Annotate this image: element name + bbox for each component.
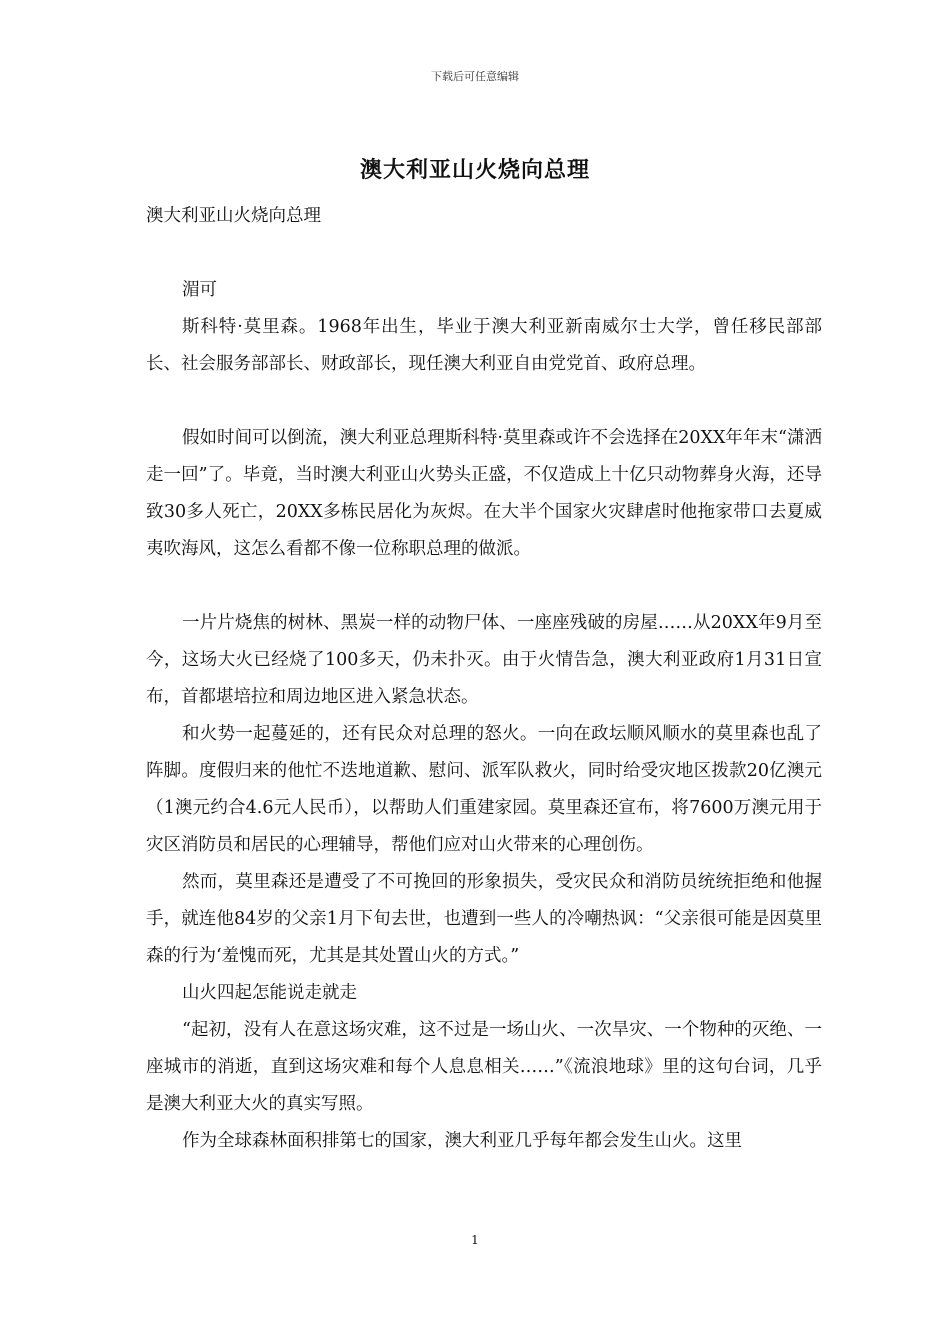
paragraph: 和火势一起蔓延的，还有民众对总理的怒火。一向在政坛顺风顺水的莫里森也乱了阵脚。度假归来的他忙不迭地道歉、慰问、派军队救火，同时给受灾地区拨款20亿澳元（1澳元约合4.6元人民币），以帮助人们重建家园。莫里森还宣布，将7600万澳元用于灾区消防员和居民的心理辅导，帮他们应对山火带来的心理创伤。 xyxy=(146,724,822,855)
paragraph: 斯科特·莫里森。1968年出生，毕业于澳大利亚新南威尔士大学，曾任移民部部长、社会服务部部长、财政部长，现任澳大利亚自由党党首、政府总理。 xyxy=(146,317,822,374)
document-title: 澳大利亚山火烧向总理 xyxy=(359,157,590,183)
paragraph: 作为全球森林面积排第七的国家，澳大利亚几乎每年都会发生山火。这里 xyxy=(182,1131,742,1151)
paragraph: 然而，莫里森还是遭受了不可挽回的形象损失，受灾民众和消防员统统拒绝和他握手，就连他84岁的父亲1月下旬去世，也遭到一些人的冷嘲热讽：“父亲很可能是因莫里森的行为‘羞愧而死，尤其是其处置山火的方式。” xyxy=(146,872,822,966)
section-heading: 山火四起怎能说走就走 xyxy=(182,983,357,1003)
document-subtitle: 澳大利亚山火烧向总理 xyxy=(146,206,321,226)
page-number: 1 xyxy=(471,1233,479,1247)
paragraph: 假如时间可以倒流，澳大利亚总理斯科特·莫里森或许不会选择在20XX年年末“潇洒走一回”了。毕竟，当时澳大利亚山火势头正盛，不仅造成上十亿只动物葬身火海，还导致30多人死亡，20XX多栋民居化为灰烬。在大半个国家火灾肆虐时他拖家带口去夏威夷吹海风，这怎么看都不像一位称职总理的做派。 xyxy=(146,428,822,559)
paragraph: 一片片烧焦的树林、黑炭一样的动物尸体、一座座残破的房屋……从20XX年9月至今，这场大火已经烧了100多天，仍未扑灭。由于火情告急，澳大利亚政府1月31日宣布，首都堪培拉和周边地区进入紧急状态。 xyxy=(146,613,822,707)
header-note: 下载后可任意编辑 xyxy=(431,70,519,83)
author-line: 湄可 xyxy=(182,280,217,300)
document-body xyxy=(146,198,822,1160)
paragraph: “起初，没有人在意这场灾难，这不过是一场山火、一次旱灾、一个物种的灭绝、一座城市的消逝，直到这场灾难和每个人息息相关……”《流浪地球》里的这句台词，几乎是澳大利亚大火的真实写照。 xyxy=(146,1020,822,1114)
